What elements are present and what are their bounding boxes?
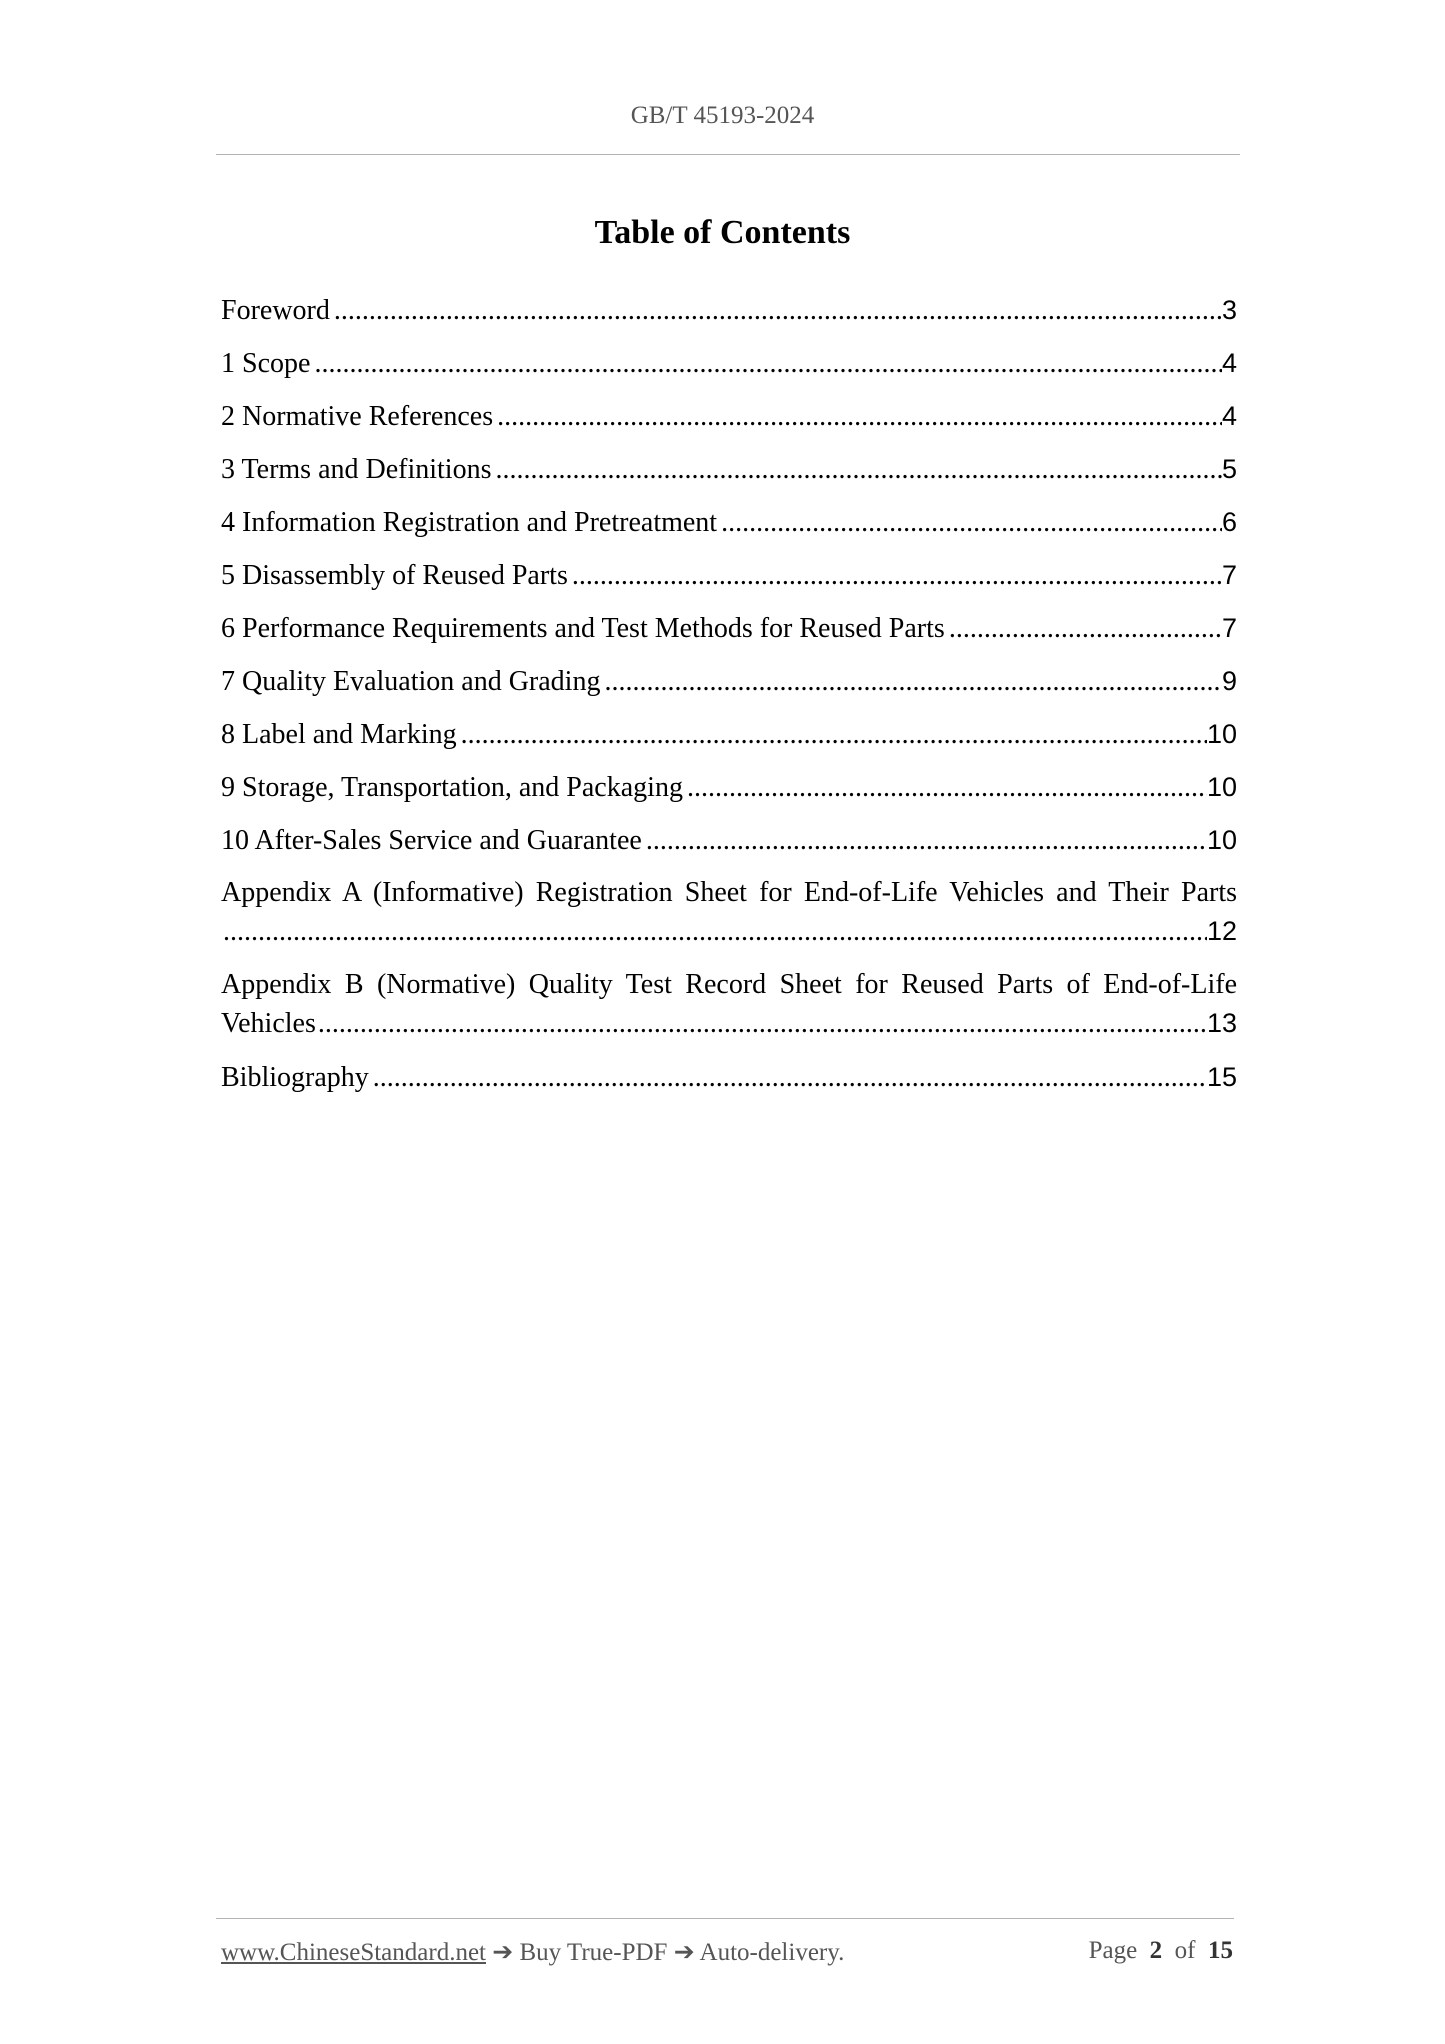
- toc-entry-bibliography[interactable]: Bibliography ..... 15: [221, 1057, 1237, 1110]
- current-page-number: 2: [1149, 1937, 1163, 1964]
- arrow-icon: ➔: [673, 1939, 695, 1966]
- toc-entry-quality-evaluation[interactable]: 7 Quality Evaluation and Grading ..... 9: [221, 661, 1237, 714]
- auto-delivery-text: Auto-delivery.: [699, 1939, 845, 1966]
- toc-entry-storage-transportation[interactable]: 9 Storage, Transportation, and Packaging ..... 10: [221, 767, 1237, 820]
- toc-page-number: 7: [1221, 613, 1237, 643]
- toc-page-number: 7: [1221, 560, 1237, 590]
- buy-pdf-text: Buy True-PDF: [519, 1939, 668, 1966]
- toc-entry-normative-references[interactable]: 2 Normative References ..... 4: [221, 396, 1237, 449]
- toc-page-number: 10: [1206, 719, 1237, 749]
- page-indicator: Page 2 of 15: [1088, 1937, 1233, 1964]
- page-title: Table of Contents: [594, 214, 851, 251]
- arrow-icon: ➔: [492, 1939, 514, 1966]
- toc-entry-foreword[interactable]: Foreword ..... 3: [221, 290, 1237, 343]
- toc-page-number: 3: [1221, 295, 1237, 325]
- header-divider: [216, 154, 1240, 155]
- toc-page-number: 13: [1206, 1008, 1237, 1038]
- toc-page-number: 6: [1221, 507, 1237, 537]
- toc-entry-disassembly[interactable]: 5 Disassembly of Reused Parts ..... 7: [221, 555, 1237, 608]
- toc-page-number: 4: [1221, 401, 1237, 431]
- toc-entry-performance-requirements[interactable]: 6 Performance Requirements and Test Methods for Reused Parts ..... 7: [221, 608, 1237, 661]
- site-link[interactable]: www.ChineseStandard.net: [221, 1939, 486, 1966]
- toc-entry-label-and-marking[interactable]: 8 Label and Marking ..... 10: [221, 714, 1237, 767]
- toc-page-number: 10: [1206, 825, 1237, 855]
- toc-entry-appendix-b[interactable]: Appendix B (Normative) Quality Test Record Sheet for Reused Parts of End-of-Life Vehicles ..... 13: [221, 965, 1237, 1057]
- toc-entry-information-registration[interactable]: 4 Information Registration and Pretreatment ..... 6: [221, 502, 1237, 555]
- toc-page-number: 15: [1206, 1062, 1237, 1092]
- document-id-header: GB/T 45193-2024: [630, 102, 815, 129]
- toc-entry-after-sales[interactable]: 10 After-Sales Service and Guarantee ..... 10: [221, 820, 1237, 873]
- appendix-b-title: Appendix B (Normative) Quality Test Record Sheet for Reused Parts of End-of-Life: [221, 969, 1237, 1000]
- toc-page-number: 4: [1221, 348, 1237, 378]
- toc-page-number: 12: [1206, 916, 1237, 946]
- page-footer: [221, 1937, 1233, 1967]
- toc-entry-terms-and-definitions[interactable]: 3 Terms and Definitions ..... 5: [221, 449, 1237, 502]
- footer-divider: [216, 1918, 1234, 1919]
- toc-entry-scope[interactable]: 1 Scope ..... 4: [221, 343, 1237, 396]
- toc-entry-appendix-a[interactable]: [221, 873, 1237, 965]
- appendix-a-title: Appendix A (Informative) Registration Sheet for End-of-Life Vehicles and Their Parts: [221, 877, 1237, 908]
- toc-page-number: 9: [1221, 666, 1237, 696]
- total-pages: 15: [1208, 1937, 1233, 1964]
- toc-page-number: 5: [1221, 454, 1237, 484]
- footer-promo: [221, 1937, 844, 1967]
- table-of-contents: [221, 290, 1237, 1110]
- toc-page-number: 10: [1206, 772, 1237, 802]
